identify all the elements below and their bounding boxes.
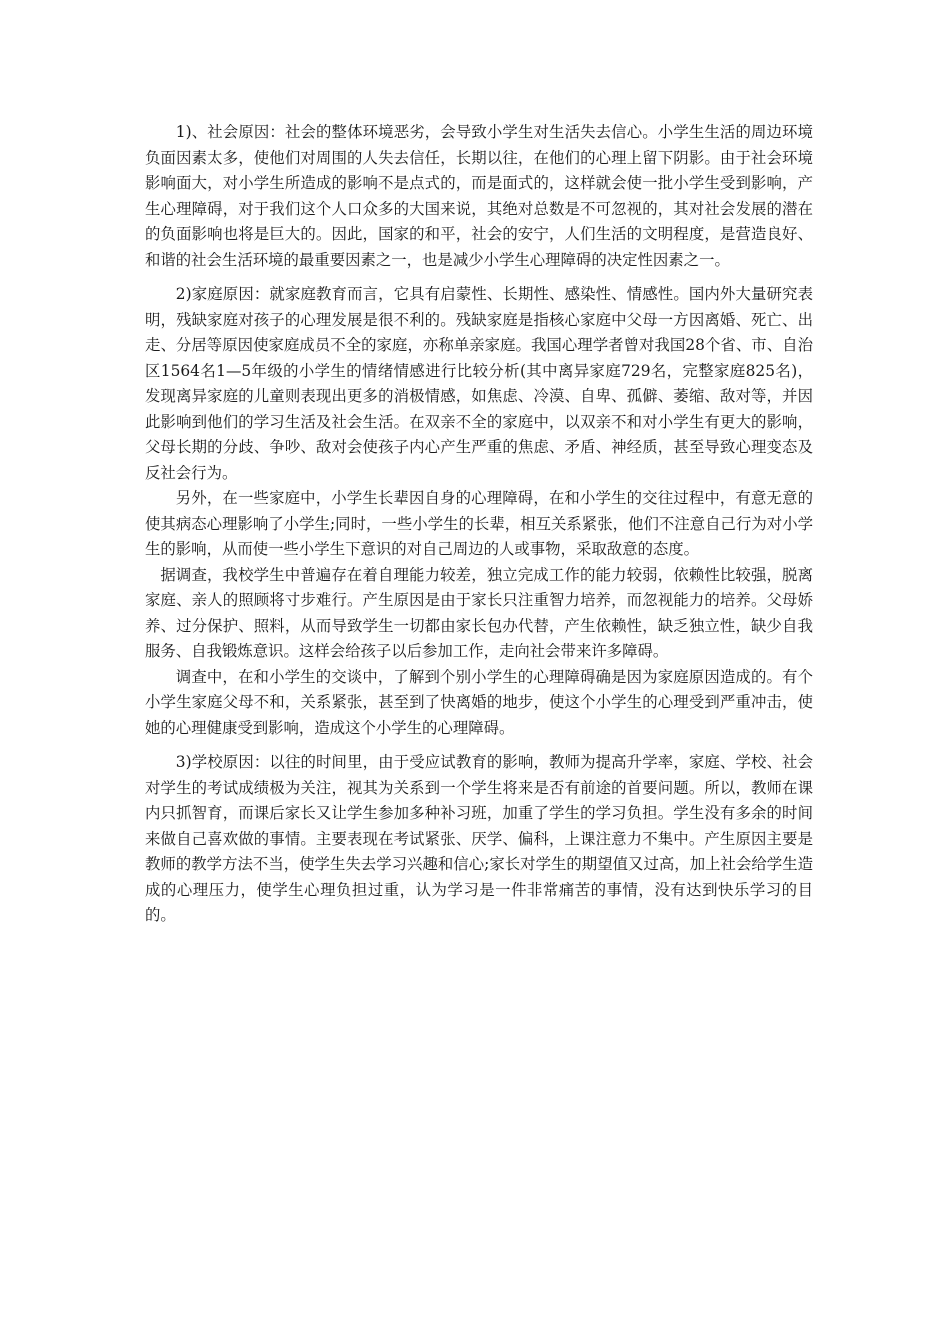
paragraph-family-causes: 2)家庭原因：就家庭教育而言，它具有启蒙性、长期性、感染性、情感性。国内外大量研究表明，残缺家庭对孩子的心理发展是很不利的。残缺家庭是指核心家庭中父母一方因离婚、死亡、出走、分居等原因使家庭成员不全的家庭，亦称单亲家庭。我国心理学者曾对我国28个省、市、自治区1564名1—5年级的小学生的情绪情感进行比较分析(其中离异家庭729名，完整家庭825名)，发现离异家庭的儿童则表现出更多的消极情感，如焦虑、冷漠、自卑、孤僻、萎缩、敌对等，并因此影响到他们的学习生活及社会生活。在双亲不全的家庭中，以双亲不和对小学生有更大的影响，父母长期的分歧、争吵、敌对会使孩子内心产生严重的焦虑、矛盾、神经质，甚至导致心理变态及反社会行为。 <box>145 285 813 482</box>
paragraph-survey-self-care: 据调查，我校学生中普遍存在着自理能力较差，独立完成工作的能力较弱，依赖性比较强，脱离家庭、亲人的照顾将寸步难行。产生原因是由于家长只注重智力培养，而忽视能力的培养。父母娇养、过分保护、照料，从而导致学生一切都由家长包办代替，产生依赖性，缺乏独立性，缺少自我服务、自我锻炼意识。这样会给孩子以后参加工作，走向社会带来许多障碍。 <box>145 565 813 660</box>
paragraph-school-causes: 3)学校原因：以往的时间里，由于受应试教育的影响，教师为提高升学率，家庭、学校、社会对学生的考试成绩极为关注，视其为关系到一个学生将来是否有前途的首要问题。所以，教师在课内只抓智育，而课后家长又让学生参加多种补习班，加重了学生的学习负担。学生没有多余的时间来做自己喜欢做的事情。主要表现在考试紧张、厌学、偏科，上课注意力不集中。产生原因主要是教师的教学方法不当，使学生失去学习兴趣和信心;家长对学生的期望值又过高，加上社会给学生造成的心理压力，使学生心理负担过重，认为学习是一件非常痛苦的事情，没有达到快乐学习的目的。 <box>145 753 813 924</box>
paragraph-elder-influence: 另外，在一些家庭中，小学生长辈因自身的心理障碍，在和小学生的交往过程中，有意无意的使其病态心理影响了小学生;同时，一些小学生的长辈，相互关系紧张，他们不注意自己行为对小学生的影响，从而使一些小学生下意识的对自己周边的人或事物，采取敌意的态度。 <box>145 489 813 558</box>
paragraph-social-causes: 1)、社会原因：社会的整体环境恶劣，会导致小学生对生活失去信心。小学生生活的周边环境负面因素太多，使他们对周围的人失去信任，长期以往，在他们的心理上留下阴影。由于社会环境影响面大，对小学生所造成的影响不是点式的，而是面式的，这样就会使一批小学生受到影响，产生心理障碍，对于我们这个人口众多的大国来说，其绝对总数是不可忽视的，其对社会发展的潜在的负面影响也将是巨大的。因此，国家的和平，社会的安宁，人们生活的文明程度，是营造良好、和谐的社会生活环境的最重要因素之一，也是减少小学生心理障碍的决定性因素之一。 <box>145 123 813 269</box>
paragraph-interview-finding: 调查中，在和小学生的交谈中，了解到个别小学生的心理障碍确是因为家庭原因造成的。有个小学生家庭父母不和，关系紧张，甚至到了快离婚的地步，使这个小学生的心理受到严重冲击，使她的心理健康受到影响，造成这个小学生的心理障碍。 <box>145 667 813 737</box>
document-body <box>145 120 813 929</box>
